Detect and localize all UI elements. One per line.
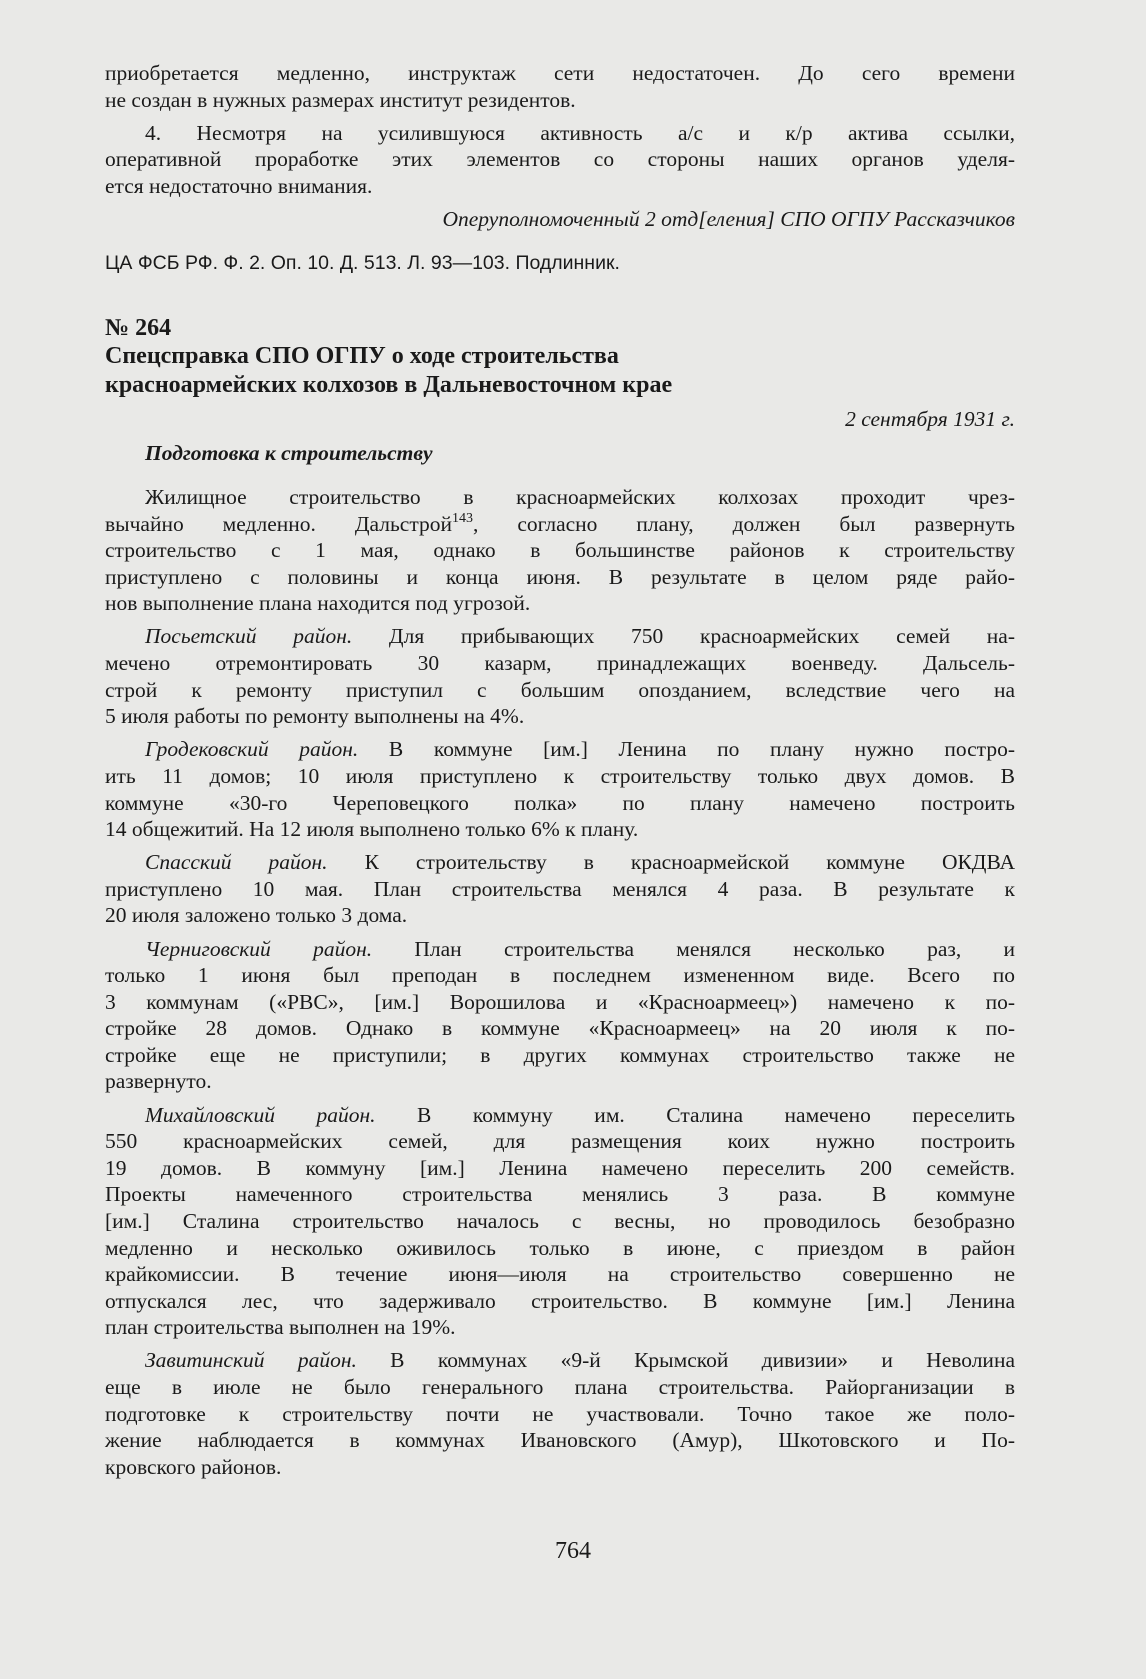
text-segment: не создан в нужных размерах институт резидентов. [105,87,576,112]
text-line [105,60,1015,87]
text-line [105,1068,1015,1095]
text-segment: коммуне «30-го Череповецкого полка» по плану намечено построить [105,790,1015,815]
text-segment: подготовке к строительству почти не участвовали. Точно такое же поло- [105,1401,1015,1426]
page-number: 764 [555,1538,591,1564]
text-segment: отпускался лес, что задерживало строительство. В коммуне [им.] Ленина [105,1288,1015,1313]
text-line [105,537,1015,564]
text-segment: Проекты намеченного строительства менялись 3 раза. В коммуне [105,1182,1015,1207]
text-segment: 5 июля работы по ремонту выполнены на 4%. [105,704,525,729]
text-segment: [им.] Сталина строительство началось с весны, но проводилось безобразно [105,1208,1015,1233]
text-line [105,1427,1015,1454]
text-segment: ить 11 домов; 10 июля приступлено к строительству только двух домов. В [105,763,1015,788]
text-line [105,120,1015,147]
body-text [105,484,1015,1487]
text-segment: К строительству в красноармейской коммуне ОКДВА [327,850,1015,875]
text-line [105,1235,1015,1262]
text-line [105,1261,1015,1288]
text-segment: мечено отремонтировать 30 казарм, принадлежащих военведу. Дальсель- [105,651,1015,676]
paragraph [105,736,1015,842]
text-line [105,1401,1015,1428]
paragraph [105,623,1015,729]
district-name: Михайловский район. [145,1102,376,1127]
text-line [105,590,1015,617]
text-line [105,1042,1015,1069]
text-segment: План строительства менялся несколько раз, и [372,936,1015,961]
text-segment: нов выполнение плана находится под угрозой. [105,591,531,616]
district-name: Черниговский район. [145,936,373,961]
paragraph [105,60,1015,113]
paragraph [105,120,1015,200]
text-line [105,1288,1015,1315]
text-line [105,902,1015,929]
text-segment: 550 красноармейских семей, для размещения коих нужно построить [105,1129,1015,1154]
text-line [105,511,1015,538]
text-segment: жение наблюдается в коммунах Ивановского (Амур), Шкотовского и По- [105,1428,1015,1453]
document-header [105,314,1015,466]
text-segment: стройке 28 домов. Однако в коммуне «Красноармеец» на 20 июля к по- [105,1016,1015,1041]
text-segment: В коммуне [им.] Ленина по плану нужно постро- [358,737,1015,762]
text-line [105,677,1015,704]
section-subheading: Подготовка к строительству [145,441,433,465]
text-line [105,790,1015,817]
text-line [105,936,1015,963]
text-line [105,1181,1015,1208]
text-segment: вычайно медленно. Дальстрой [105,511,452,536]
text-line [105,876,1015,903]
text-segment: Жилищное строительство в красноармейских колхозах проходит чрез- [145,485,1015,509]
text-segment: Для прибывающих 750 красноармейских семей на- [352,624,1016,649]
text-line [105,1102,1015,1129]
text-segment: В коммунах «9-й Крымской дивизии» и Неволина [356,1348,1015,1373]
paragraph [105,484,1015,617]
text-segment: строительство с 1 мая, однако в большинстве районов к строительству [105,538,1015,563]
district-name: Завитинский район. [145,1348,357,1373]
text-line [105,87,1015,114]
paragraph [105,1347,1015,1480]
text-segment: В коммуну им. Сталина намечено переселить [375,1102,1015,1127]
text-line [105,650,1015,677]
text-line [105,1015,1015,1042]
paragraph [105,849,1015,929]
text-line [105,989,1015,1016]
text-segment: приступлено 10 мая. План строительства менялся 4 раза. В результате к [105,876,1015,901]
text-segment: медленно и несколько оживилось только в июне, с приездом в район [105,1235,1015,1260]
text-line [105,564,1015,591]
text-line [105,623,1015,650]
paragraph [105,936,1015,1096]
document-number: № 264 [105,315,172,341]
text-line [105,1314,1015,1341]
text-segment: только 1 июня был преподан в последнем измененном виде. Всего по [105,963,1015,988]
text-line [105,1155,1015,1182]
text-line [105,1374,1015,1401]
footnote-ref: 143 [452,510,473,526]
text-segment: строй к ремонту приступил с большим опозданием, вследствие чего на [105,677,1015,702]
signature: Оперуполномоченный 2 отд[еления] СПО ОГПУ Рассказчиков [442,206,1015,231]
top-text [105,60,1015,276]
text-segment: 20 июля заложено только 3 дома. [105,903,408,928]
text-line [105,703,1015,730]
district-name: Спасский район. [145,850,328,875]
document-date: 2 сентября 1931 г. [845,407,1015,431]
text-line [105,1454,1015,1481]
text-segment: 14 общежитий. На 12 июля выполнено только 6% к плану. [105,817,639,842]
text-line [105,1347,1015,1374]
document-title-line: красноармейских колхозов в Дальневосточном крае [105,372,673,398]
district-name: Посьетский район. [145,624,353,649]
text-segment: ется недостаточно внимания. [105,173,373,198]
document-title-line: Спецсправка СПО ОГПУ о ходе строительства [105,343,619,369]
text-segment: еще в июле не было генерального плана строительства. Райорганизации в [105,1375,1015,1399]
text-line [105,816,1015,843]
text-segment: приступлено с половины и конца июня. В результате в целом ряде райо- [105,564,1015,589]
text-line [105,1128,1015,1155]
archive-source: ЦА ФСБ РФ. Ф. 2. Оп. 10. Д. 513. Л. 93—103. Подлинник. [105,251,620,274]
text-line [105,849,1015,876]
text-line [105,173,1015,200]
text-segment: крайкомиссии. В течение июня—июля на строительство совершенно не [105,1262,1015,1287]
district-name: Гродековский район. [145,737,359,762]
text-segment: развернуто. [105,1069,212,1094]
top-paragraphs [105,60,1015,199]
text-segment: 19 домов. В коммуну [им.] Ленина намечено переселить 200 семейств. [105,1155,1015,1180]
text-line [105,962,1015,989]
paragraph [105,1102,1015,1341]
text-line [105,1208,1015,1235]
text-segment: 3 коммунам («РВС», [им.] Ворошилова и «Красноармеец») намечено к по- [105,989,1015,1014]
text-segment: стройке еще не приступили; в других коммунах строительство также не [105,1042,1015,1067]
text-segment: план строительства выполнен на 19%. [105,1315,456,1340]
text-line [105,484,1015,511]
text-segment: оперативной проработке этих элементов со стороны наших органов уделя- [105,147,1015,172]
text-segment: приобретается медленно, инструктаж сети недостаточен. До сего времени [105,61,1015,85]
text-line [105,763,1015,790]
text-segment: 4. Несмотря на усилившуюся активность а/с и к/р актива ссылки, [145,120,1015,145]
text-segment: кровского районов. [105,1454,282,1479]
text-line [105,146,1015,173]
text-segment: , согласно плану, должен был развернуть [473,511,1015,536]
text-line [105,736,1015,763]
